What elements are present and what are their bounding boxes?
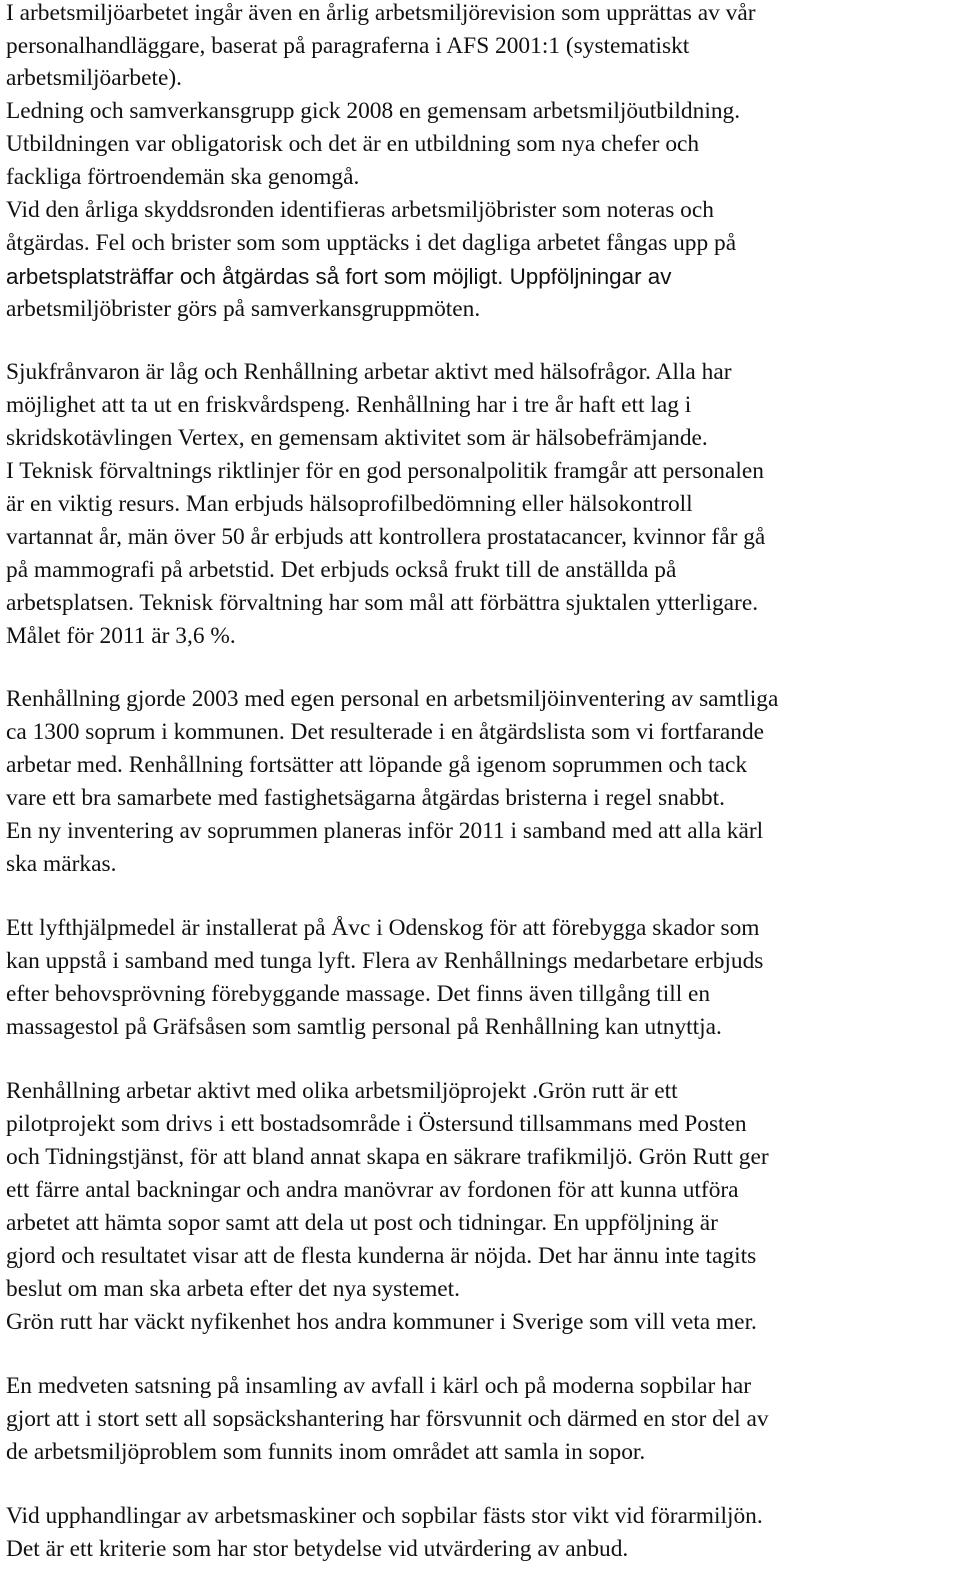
text-line: ett färre antal backningar och andra manövrar av fordonen för att kunna utföra xyxy=(6,1177,739,1203)
text-line: Ledning och samverkansgrupp gick 2008 en gemensam arbetsmiljöutbildning. xyxy=(6,98,741,124)
text-line: ca 1300 soprum i kommunen. Det resulterade i en åtgärdslista som vi fortfarande xyxy=(6,719,765,745)
text-line: Sjukfrånvaron är låg och Renhållning arbetar aktivt med hälsofrågor. Alla har xyxy=(6,359,732,385)
text-line: är en viktig resurs. Man erbjuds hälsoprofilbedömning eller hälsokontroll xyxy=(6,491,693,517)
text-line: Renhållning gjorde 2003 med egen personal en arbetsmiljöinventering av samtliga xyxy=(6,686,779,712)
text-line: I arbetsmiljöarbetet ingår även en årlig arbetsmiljörevision som upprättas av vår xyxy=(6,0,756,26)
text-line: personalhandläggare, baserat på paragraferna i AFS 2001:1 (systematiskt xyxy=(6,33,690,59)
text-line: Det är ett kriterie som har stor betydelse vid utvärdering av anbud. xyxy=(6,1536,629,1562)
text-line: kan uppstå i samband med tunga lyft. Flera av Renhållnings medarbetare erbjuds xyxy=(6,948,764,974)
text-line: Ett lyfthjälpmedel är installerat på Åvc i Odenskog för att förebygga skador som xyxy=(6,915,760,941)
text-line: arbetar med. Renhållning fortsätter att löpande gå igenom soprummen och tack xyxy=(6,752,748,778)
text-line: möjlighet att ta ut en friskvårdspeng. Renhållning har i tre år haft ett lag i xyxy=(6,392,692,418)
text-line: Utbildningen var obligatorisk och det är en utbildning som nya chefer och xyxy=(6,131,700,157)
text-line: fackliga förtroendemän ska genomgå. xyxy=(6,164,360,190)
text-line: En medveten satsning på insamling av avfall i kärl och på moderna sopbilar har xyxy=(6,1373,752,1399)
text-line: En ny inventering av soprummen planeras inför 2011 i samband med att alla kärl xyxy=(6,818,764,844)
text-line: på mammografi på arbetstid. Det erbjuds också frukt till de anställda på xyxy=(6,557,677,583)
text-line: och Tidningstjänst, för att bland annat skapa en säkrare trafikmiljö. Grön Rutt ger xyxy=(6,1144,769,1170)
text-line: arbetsmiljöarbete). xyxy=(6,65,183,91)
text-line: vare ett bra samarbete med fastighetsägarna åtgärdas bristerna i regel snabbt. xyxy=(6,785,725,811)
text-line: massagestol på Gräfsåsen som samtlig personal på Renhållning kan utnyttja. xyxy=(6,1014,722,1040)
text-line: pilotprojekt som drivs i ett bostadsområde i Östersund tillsammans med Posten xyxy=(6,1111,747,1137)
text-line: Vid upphandlingar av arbetsmaskiner och sopbilar fästs stor vikt vid förarmiljön. xyxy=(6,1503,763,1529)
text-line: efter behovsprövning förebyggande massage. Det finns även tillgång till en xyxy=(6,981,711,1007)
text-line: ska märkas. xyxy=(6,851,117,877)
text-line: Vid den årliga skyddsronden identifieras arbetsmiljöbrister som noteras och xyxy=(6,197,714,223)
text-line: Målet för 2011 är 3,6 %. xyxy=(6,623,236,649)
text-line: arbetsplatsen. Teknisk förvaltning har som mål att förbättra sjuktalen ytterligare. xyxy=(6,590,759,616)
text-line: gjort att i stort sett all sopsäckshantering har försvunnit och därmed en stor del av xyxy=(6,1406,769,1432)
text-line: I Teknisk förvaltnings riktlinjer för en god personalpolitik framgår att personalen xyxy=(6,458,764,484)
text-line: Grön rutt har väckt nyfikenhet hos andra kommuner i Sverige som vill veta mer. xyxy=(6,1309,757,1335)
text-line: vartannat år, män över 50 år erbjuds att kontrollera prostatacancer, kvinnor får gå xyxy=(6,524,766,550)
text-line: gjord och resultatet visar att de flesta kunderna är nöjda. Det har ännu inte tagits xyxy=(6,1243,757,1269)
text-line: de arbetsmiljöproblem som funnits inom området att samla in sopor. xyxy=(6,1439,646,1465)
text-line: skridskotävlingen Vertex, en gemensam aktivitet som är hälsobefrämjande. xyxy=(6,425,708,451)
text-line: beslut om man ska arbeta efter det nya systemet. xyxy=(6,1276,461,1302)
text-line: Renhållning arbetar aktivt med olika arbetsmiljöprojekt .Grön rutt är ett xyxy=(6,1078,678,1104)
text-line: arbetsmiljöbrister görs på samverkansgruppmöten. xyxy=(6,296,481,322)
text-line: åtgärdas. Fel och brister som som upptäcks i det dagliga arbetet fångas upp på xyxy=(6,230,737,256)
text-line: arbetsplatsträffar och åtgärdas så fort som möjligt. Uppföljningar av xyxy=(6,264,672,289)
text-line: arbetet att hämta sopor samt att dela ut post och tidningar. En uppföljning är xyxy=(6,1210,718,1236)
